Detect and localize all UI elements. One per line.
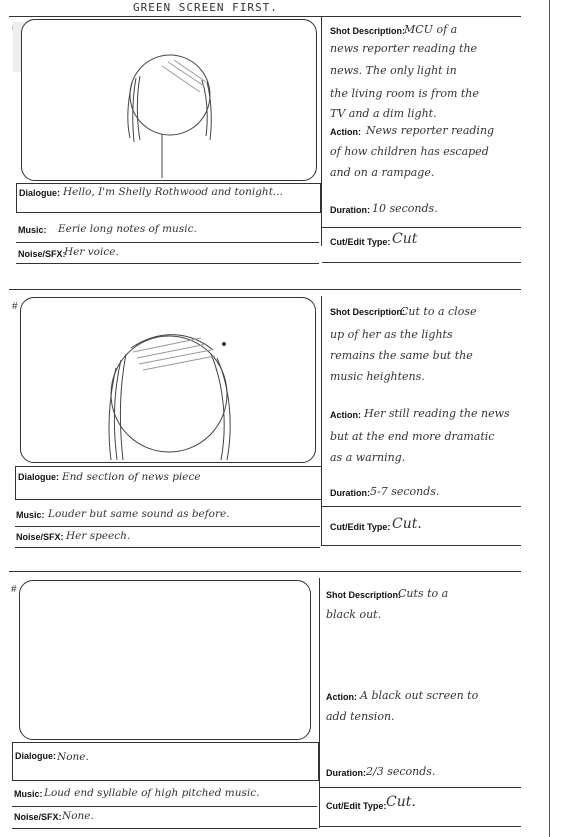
panel-3-dialogue-box xyxy=(12,742,319,781)
panel-1-dialogue-label: Dialogue: xyxy=(19,188,61,198)
panel-3-action-line-1: A black out screen to xyxy=(360,689,479,702)
panel-1-sketch xyxy=(22,20,316,180)
panel-1-music-label: Music: xyxy=(18,225,47,235)
panel-3-divider xyxy=(319,578,320,828)
panel-2-cut-rule xyxy=(322,545,521,546)
panel-1-shot-label: Shot Description: xyxy=(330,26,406,36)
panel-2-shot-line-4: music heightens. xyxy=(330,370,425,383)
page-title: GREEN SCREEN FIRST. xyxy=(133,1,278,14)
panel-3-duration-label: Duration: xyxy=(326,768,366,778)
panel-3-shot-line-1: Cuts to a xyxy=(398,587,449,600)
panel-2-music-label: Music: xyxy=(16,510,45,520)
panel-1-bottom-rule xyxy=(16,263,319,264)
panel-2-shot-line-3: remains the same but the xyxy=(330,349,473,362)
panel-2-action-label: Action: xyxy=(330,410,361,420)
panel-1-divider xyxy=(321,16,322,246)
panel-2-noise-label: Noise/SFX: xyxy=(16,532,64,542)
panel-1-duration-value: 10 seconds. xyxy=(372,202,438,215)
panel-3-music-text: Loud end syllable of high pitched music. xyxy=(44,787,260,799)
panel-2-action-line-3: as a warning. xyxy=(330,451,406,464)
panel-1-noise-label: Noise/SFX: xyxy=(18,249,66,259)
panel-2-action-line-2: but at the end more dramatic xyxy=(330,430,495,443)
panel-1-shot-line-1: MCU of a xyxy=(404,23,458,36)
panel-1-duration-label: Duration: xyxy=(330,205,370,215)
page-edge xyxy=(549,0,550,837)
panel-2-duration-value: 5-7 seconds. xyxy=(370,485,440,498)
panel-2-divider xyxy=(321,296,322,546)
panel-3-shot-label: Shot Description: xyxy=(326,590,402,600)
panel-2-shot-line-2: up of her as the lights xyxy=(330,328,453,341)
panel-1-shot-line-4: the living room is from the xyxy=(330,87,479,100)
panel-1-cut-value: Cut xyxy=(392,231,418,247)
panel-3-duration-rule xyxy=(320,787,521,788)
panel-3-cut-label: Cut/Edit Type: xyxy=(326,801,387,811)
panel-2-sketch xyxy=(21,298,315,462)
panel-2-cut-label: Cut/Edit Type: xyxy=(330,522,391,532)
panel-3-music-rule xyxy=(12,806,317,807)
panel-1-sketch-frame xyxy=(21,19,317,181)
panel-1-duration-rule xyxy=(322,227,521,228)
panel-2-noise-text: Her speech. xyxy=(66,530,131,542)
panel-2-cut-value: Cut. xyxy=(392,516,422,532)
panel-2-top-rule xyxy=(9,289,521,290)
panel-2-action-line-1: Her still reading the news xyxy=(364,407,510,420)
panel-2-dialogue-text: End section of news piece xyxy=(62,471,201,483)
panel-3-dialogue-text: None. xyxy=(57,751,89,763)
panel-3-action-line-2: add tension. xyxy=(326,710,395,723)
panel-2-dialogue-box xyxy=(15,466,322,500)
panel-3-bottom-rule xyxy=(12,828,317,829)
panel-1-dialogue-box xyxy=(16,183,321,213)
panel-3-cut-rule xyxy=(320,826,521,827)
panel-1-music-text: Eerie long notes of music. xyxy=(58,223,197,235)
panel-1-top-rule xyxy=(9,16,521,17)
panel-3-shot-line-2: black out. xyxy=(326,608,382,621)
panel-3-dialogue-label: Dialogue: xyxy=(15,751,57,761)
panel-1-action-line-1: News reporter reading xyxy=(366,124,495,137)
panel-3-action-label: Action: xyxy=(326,692,357,702)
panel-3-music-label: Music: xyxy=(14,789,43,799)
panel-1-shot-line-3: news. The only light in xyxy=(330,64,457,77)
panel-2-music-text: Louder but same sound as before. xyxy=(48,508,230,520)
panel-1-action-line-2: of how children has escaped xyxy=(330,145,489,158)
panel-2-dialogue-label: Dialogue: xyxy=(18,472,60,482)
panel-2-bottom-rule xyxy=(15,547,320,548)
panel-1-noise-text: Her voice. xyxy=(64,246,119,258)
panel-2-shot-line-1: Cut to a close xyxy=(400,305,477,318)
panel-3-noise-label: Noise/SFX: xyxy=(14,812,62,822)
panel-1-shot-line-5: TV and a dim light. xyxy=(330,107,437,120)
panel-3-number: # xyxy=(11,584,17,595)
panel-3-top-rule xyxy=(9,571,521,572)
panel-2-duration-rule xyxy=(322,506,521,507)
panel-1-cut-label: Cut/Edit Type: xyxy=(330,237,391,247)
panel-3-noise-text: None. xyxy=(62,810,94,822)
panel-1-shot-line-2: news reporter reading the xyxy=(330,42,478,55)
panel-1-music-rule xyxy=(16,242,319,243)
panel-2-music-rule xyxy=(15,526,320,527)
panel-3-duration-value: 2/3 seconds. xyxy=(366,765,436,778)
panel-1-dialogue-text: Hello, I'm Shelly Rothwood and tonight... xyxy=(63,186,283,198)
panel-2-sketch-frame xyxy=(20,297,316,463)
panel-2-shot-label: Shot Description: xyxy=(330,307,406,317)
panel-1-action-label: Action: xyxy=(330,127,361,137)
panel-1-cut-rule xyxy=(322,262,521,263)
panel-2-duration-label: Duration: xyxy=(330,488,370,498)
panel-2-number: # xyxy=(12,301,18,312)
panel-3-sketch-frame xyxy=(19,580,311,740)
panel-3-cut-value: Cut. xyxy=(386,794,416,810)
panel-1-action-line-3: and on a rampage. xyxy=(330,166,435,179)
